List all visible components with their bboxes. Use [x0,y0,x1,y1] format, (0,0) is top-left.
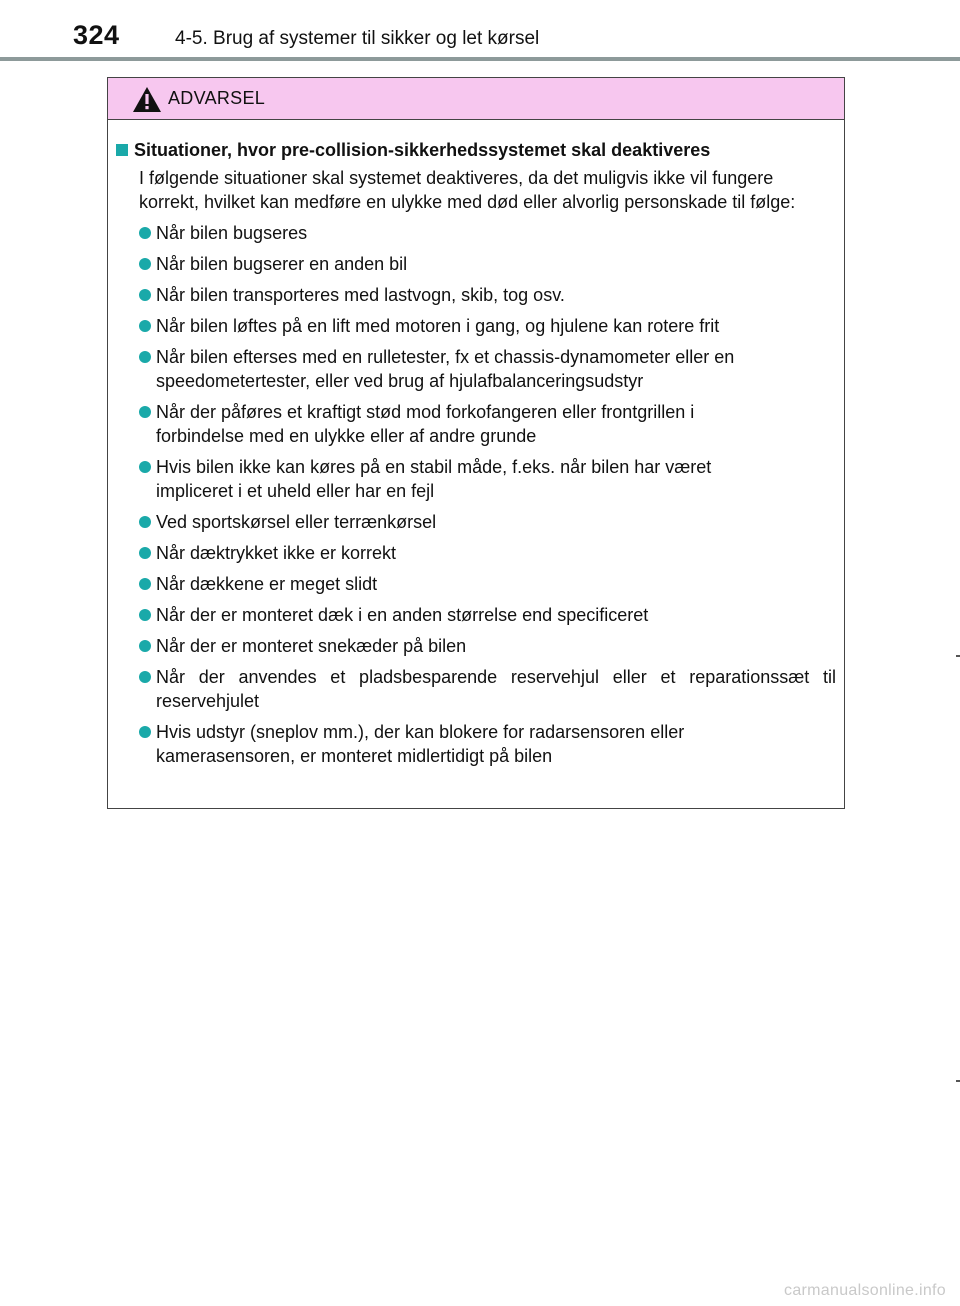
footer-watermark: carmanualsonline.info [784,1282,946,1299]
edge-tick [956,1080,960,1082]
circle-bullet-icon [139,578,151,590]
list-item-text: Hvis bilen ikke kan køres på en stabil måde, f.eks. når bilen har været impliceret i et uheld eller har en fejl [156,457,712,501]
list-item [139,572,836,596]
list-item [139,221,836,245]
list-item-text: Hvis udstyr (sneplov mm.), der kan blokere for radarsensoren eller kamerasensoren, er monteret midlertidigt på bilen [156,722,685,766]
edge-tick [956,655,960,657]
list-item-text: Når dækkene er meget slidt [156,574,378,594]
warning-subheading [116,138,836,162]
list-item-text: Når der er monteret snekæder på bilen [156,636,467,656]
list-item-text: Ved sportskørsel eller terrænkørsel [156,512,437,532]
list-item [139,603,836,627]
circle-bullet-icon [139,726,151,738]
list-item-text: Når bilen bugserer en anden bil [156,254,408,274]
warning-subheading-text: Situationer, hvor pre-collision-sikkerhedssystemet skal deaktiveres [134,140,711,160]
circle-bullet-icon [139,609,151,621]
list-item-text: Når bilen transporteres med lastvogn, skib, tog osv. [156,285,565,305]
circle-bullet-icon [139,461,151,473]
circle-bullet-icon [139,289,151,301]
square-bullet-icon [116,144,128,156]
list-item-text: Når der påføres et kraftigt stød mod forkofangeren eller frontgrillen i forbindelse med en ulykke eller af andre grunde [156,402,695,446]
list-item [139,345,836,393]
list-item-text: Når dæktrykket ikke er korrekt [156,543,397,563]
circle-bullet-icon [139,671,151,683]
warning-label: ADVARSEL [168,88,266,108]
page-header [0,0,960,62]
section-title: 4-5. Brug af systemer til sikker og let kørsel [175,28,540,49]
list-item-text: Når der anvendes et pladsbesparende reservehjul eller et reparationssæt til reservehjulet [156,667,836,711]
list-item [139,455,836,503]
list-item-text: Når bilen bugseres [156,223,308,243]
circle-bullet-icon [139,406,151,418]
circle-bullet-icon [139,227,151,239]
list-item [139,634,836,658]
warning-header [108,78,844,120]
circle-bullet-icon [139,547,151,559]
warning-triangle-icon [132,86,162,113]
warning-box [107,77,845,809]
circle-bullet-icon [139,516,151,528]
situation-list [116,221,836,768]
circle-bullet-icon [139,640,151,652]
list-item [139,252,836,276]
list-item [139,541,836,565]
list-item [139,510,836,534]
warning-intro: I følgende situationer skal systemet deaktiveres, da det muligvis ikke vil fungere korrekt, hvilket kan medføre en ulykke med død eller alvorlig personskade til følge: [139,168,796,212]
circle-bullet-icon [139,351,151,363]
page-number: 324 [73,20,120,50]
list-item [139,314,836,338]
list-item [139,400,836,448]
circle-bullet-icon [139,258,151,270]
list-item-text: Når der er monteret dæk i en anden størrelse end specificeret [156,605,649,625]
list-item-text: Når bilen efterses med en rulletester, fx et chassis-dynamometer eller en speedometertester, eller ved brug af hjulafbalanceringsudstyr [156,347,735,391]
list-item [139,283,836,307]
warning-body [108,120,844,768]
list-item [139,665,836,713]
list-item [139,720,836,768]
list-item-text: Når bilen løftes på en lift med motoren i gang, og hjulene kan rotere frit [156,316,720,336]
circle-bullet-icon [139,320,151,332]
header-rule [0,57,960,61]
